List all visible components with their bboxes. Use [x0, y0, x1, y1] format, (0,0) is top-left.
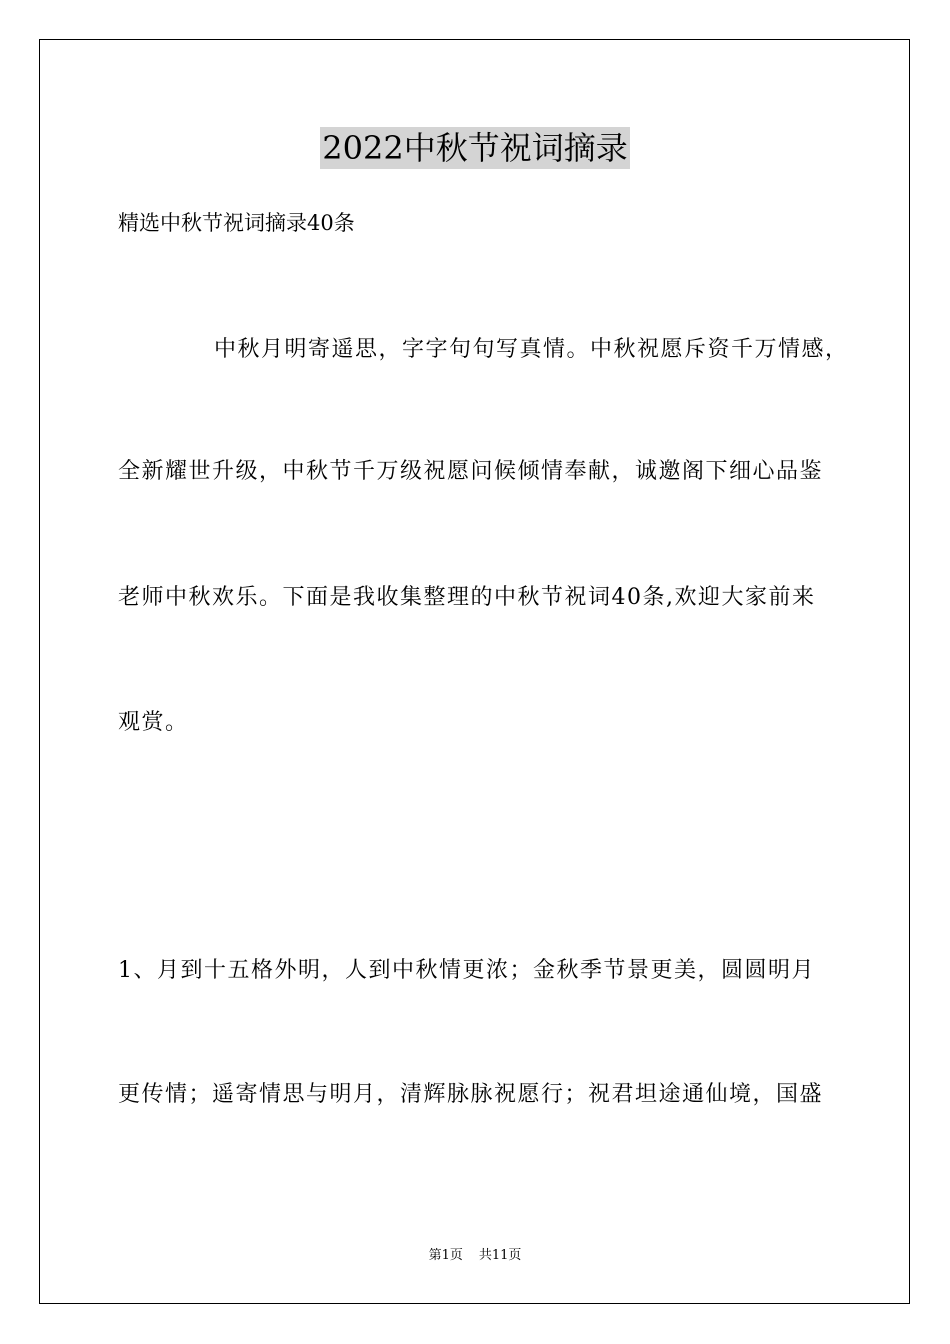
- paragraph-line: 观赏。: [118, 710, 189, 735]
- document-title: [0, 124, 950, 172]
- paragraph-line: 全新耀世升级，中秋节千万级祝愿问候倾情奉献，诚邀阁下细心品鉴: [118, 459, 824, 484]
- document-title-text: 2022中秋节祝词摘录: [322, 129, 628, 167]
- subtitle: 精选中秋节祝词摘录40条: [118, 211, 355, 235]
- list-item-line: 更传情；遥寄情思与明月，清辉脉脉祝愿行；祝君坦途通仙境，国盛: [118, 1082, 824, 1107]
- paragraph-line: 老师中秋欢乐。下面是我收集整理的中秋节祝词40条,欢迎大家前来: [118, 585, 816, 610]
- paragraph-line: 中秋月明寄遥思，字字句句写真情。中秋祝愿斥资千万情感，: [214, 337, 849, 362]
- page-total: 共11页: [478, 1248, 522, 1263]
- page-number: 第1页: [428, 1248, 463, 1263]
- list-item-line: 1、月到十五格外明，人到中秋情更浓；金秋季节景更美，圆圆明月: [118, 958, 815, 983]
- page-footer: [0, 1246, 950, 1266]
